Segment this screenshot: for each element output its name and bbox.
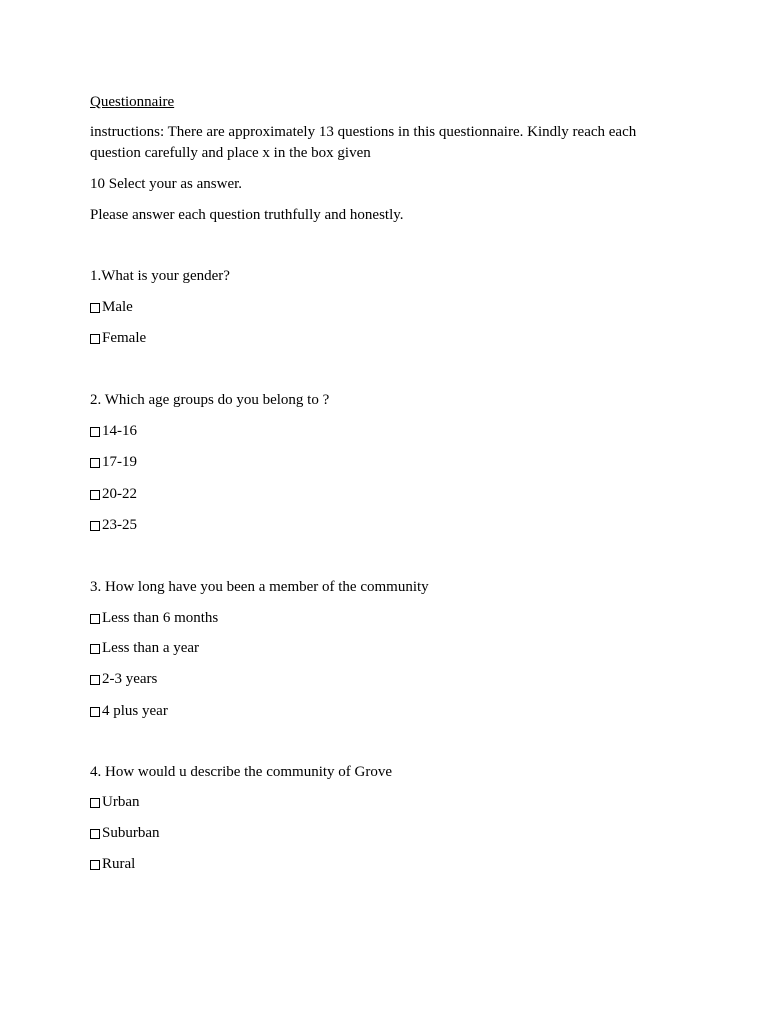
option-label: 14-16 (102, 423, 137, 439)
option-label: 4 plus year (102, 703, 168, 719)
option-rural[interactable] (90, 854, 670, 875)
question-3: 3. How long have you been a member of the community (90, 579, 429, 595)
option-male[interactable] (90, 297, 670, 318)
checkbox-icon[interactable] (90, 521, 100, 531)
option-less-than-6-months[interactable] (90, 608, 670, 629)
checkbox-icon[interactable] (90, 707, 100, 717)
question-4: 4. How would u describe the community of Grove (90, 764, 393, 780)
option-label: Urban (102, 794, 140, 810)
option-label: Less than a year (102, 640, 200, 656)
option-label: Female (102, 330, 147, 346)
option-label: 17-19 (102, 454, 137, 470)
option-label: 23-25 (102, 517, 137, 533)
option-label: Suburban (102, 825, 160, 841)
checkbox-icon[interactable] (90, 427, 100, 437)
honesty-instruction: Please answer each question truthfully and honestly. (90, 207, 404, 223)
option-23-25[interactable] (90, 515, 670, 536)
instructions-text: instructions: There are approximately 13 questions in this questionnaire. Kindly reach each question carefully and place x in the box given (90, 124, 637, 161)
option-label: 20-22 (102, 486, 137, 502)
checkbox-icon[interactable] (90, 644, 100, 654)
checkbox-icon[interactable] (90, 829, 100, 839)
option-2-3-years[interactable] (90, 669, 670, 690)
checkbox-icon[interactable] (90, 798, 100, 808)
option-label: Male (102, 299, 133, 315)
option-female[interactable] (90, 328, 670, 349)
option-label: Less than 6 months (102, 610, 219, 626)
checkbox-icon[interactable] (90, 614, 100, 624)
checkbox-icon[interactable] (90, 860, 100, 870)
checkbox-icon[interactable] (90, 303, 100, 313)
option-14-16[interactable] (90, 421, 670, 442)
option-17-19[interactable] (90, 452, 670, 473)
checkbox-icon[interactable] (90, 675, 100, 685)
checkbox-icon[interactable] (90, 334, 100, 344)
option-4-plus-year[interactable] (90, 701, 670, 722)
option-20-22[interactable] (90, 484, 670, 505)
option-label: 2-3 years (102, 671, 158, 687)
checkbox-icon[interactable] (90, 458, 100, 468)
option-suburban[interactable] (90, 823, 670, 844)
question-2: 2. Which age groups do you belong to ? (90, 392, 330, 408)
option-less-than-a-year[interactable] (90, 638, 670, 659)
option-label: Rural (102, 856, 136, 872)
answer-instruction: 10 Select your as answer. (90, 176, 243, 192)
question-1: 1.What is your gender? (90, 268, 230, 284)
document-title: Questionnaire (90, 94, 175, 110)
checkbox-icon[interactable] (90, 490, 100, 500)
option-urban[interactable] (90, 792, 670, 813)
